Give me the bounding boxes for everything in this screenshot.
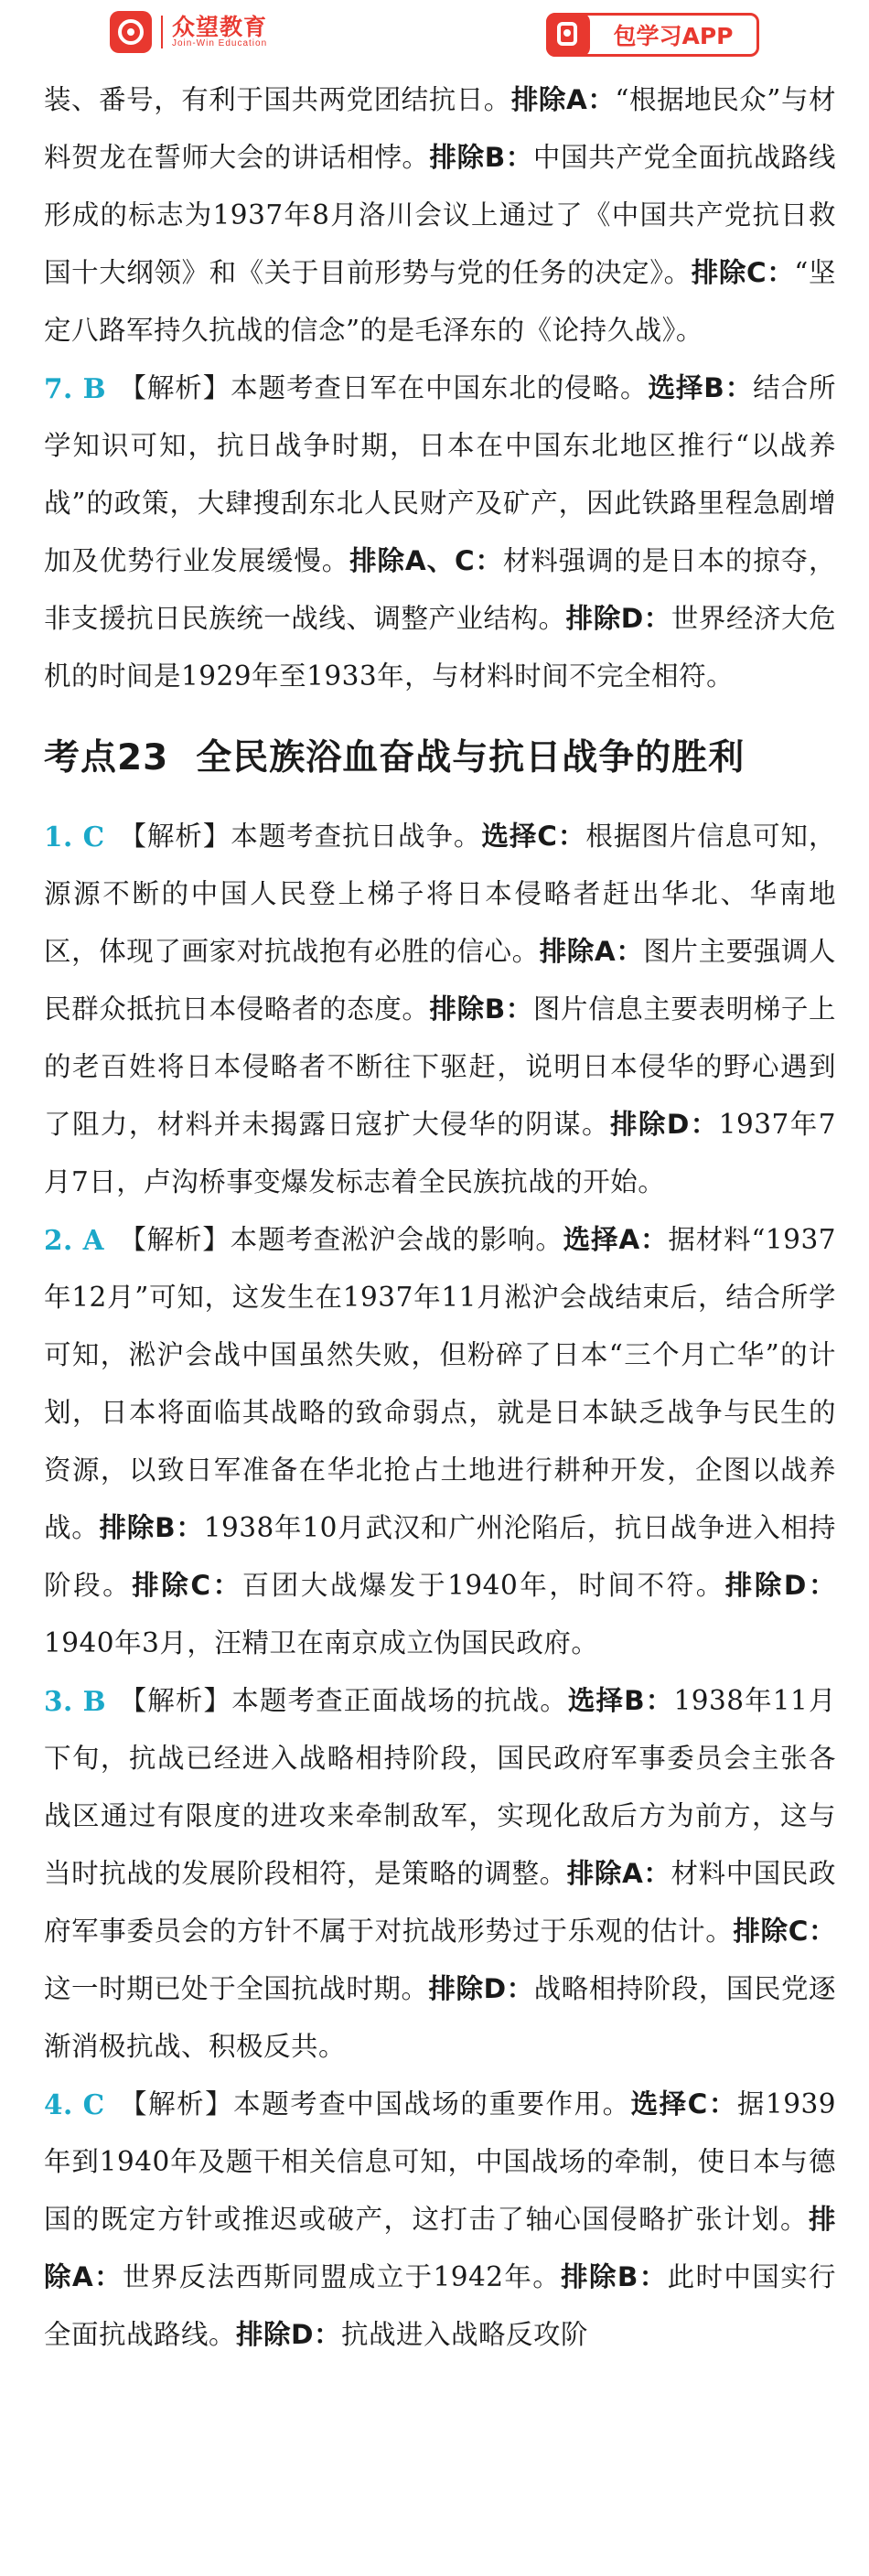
answer-text: 【解析】本题考查抗日战争。选择C：根据图片信息可知，源源不断的中国人民登上梯子将日本侵略者赶出华北、华南地区，体现了画家对抗战抱有必胜的信心。排除A：图片主要强调人民群众抵抗日本侵略者的态度。排除B：图片信息主要表明梯子上的老百姓将日本侵略者不断往下驱赶，说明日本侵华的野心遇到了阻力，材料并未揭露日寇扩大侵华的阴谋。排除D：1937年7月7日，卢沟桥事变爆发标志着全民族抗战的开始。 xyxy=(44,821,836,1197)
keyword-label: 排除C： xyxy=(691,257,795,288)
keyword-label: 选择C： xyxy=(630,2088,737,2120)
answer-item xyxy=(44,360,836,705)
answer-item xyxy=(44,1211,836,1672)
keyword-label: 排除B： xyxy=(429,993,533,1025)
page-header xyxy=(0,0,869,73)
section-label: 考点23 xyxy=(44,737,169,778)
brand-name: 众望教育 xyxy=(172,13,268,40)
logo-divider xyxy=(161,16,163,48)
answer-content xyxy=(44,71,836,2364)
keyword-label: 选择C： xyxy=(481,821,586,852)
section-heading xyxy=(44,731,836,786)
keyword-label: 排除D： xyxy=(724,1570,836,1601)
keyword-label: 排除A、C： xyxy=(349,545,503,576)
keyword-label: 排除D： xyxy=(609,1109,719,1140)
keyword-label: 排除C： xyxy=(733,1916,836,1947)
answer-text: 【解析】本题考查淞沪会战的影响。选择A：据材料“1937年12月”可知，这发生在1937年11月淞沪会战结束后，结合所学可知，淞沪会战中国虽然失败，但粉碎了日本“三个月亡华”的计划，日本将面临其战略的致命弱点，就是日本缺乏战争与民生的资源，以致日军准备在华北抢占土地进行耕种开发，企图以战养战。排除B：1938年10月武汉和广州沦陷后，抗日战争进入相持阶段。排除C：百团大战爆发于1940年，时间不符。排除D：1940年3月，汪精卫在南京成立伪国民政府。 xyxy=(44,1224,836,1658)
answer-number: 4. C xyxy=(44,2088,105,2120)
brand-logo-icon xyxy=(110,11,152,53)
keyword-label: 排除B： xyxy=(429,142,533,173)
keyword-label: 排除B： xyxy=(561,2261,668,2292)
app-label: 包学习APP xyxy=(613,23,734,49)
keyword-label: 排除A： xyxy=(566,1858,671,1889)
answer-item xyxy=(44,1672,836,2076)
keyword-label: 排除A： xyxy=(44,2204,836,2292)
answer-text: 【解析】本题考查中国战场的重要作用。选择C：据1939年到1940年及题干相关信息可知，中国战场的牵制，使日本与德国的既定方针或推迟或破产，这打击了轴心国侵略扩张计划。排除A：世界反法西斯同盟成立于1942年。排除B：此时中国实行全面抗战路线。排除D：抗战进入战略反攻阶 xyxy=(44,2088,836,2350)
answer-number: 7. B xyxy=(44,372,107,404)
answer-text: 【解析】本题考查日军在中国东北的侵略。选择B：结合所学知识可知，抗日战争时期，日本在中国东北地区推行“以战养战”的政策，大肆搜刮东北人民财产及矿产，因此铁路里程急剧增加及优势行业发展缓慢。排除A、C：材料强调的是日本的掠夺，非支援抗日民族统一战线、调整产业结构。排除D：世界经济大危机的时间是1929年至1933年，与材料时间不完全相符。 xyxy=(44,372,836,692)
keyword-label: 排除C： xyxy=(132,1570,242,1601)
intro-paragraph xyxy=(44,71,836,360)
keyword-label: 排除A： xyxy=(510,84,616,115)
answer-number: 1. C xyxy=(44,821,105,853)
intro-text: 装、番号，有利于国共两党团结抗日。排除A：“根据地民众”与材料贺龙在誓师大会的讲话相悖。排除B：中国共产党全面抗战路线形成的标志为1937年8月洛川会议上通过了《中国共产党抗日救国十大纲领》和《关于目前形势与党的任务的决定》。排除C：“坚定八路军持久抗战的信念”的是毛泽东的《论持久战》。 xyxy=(44,84,836,346)
answer-number: 2. A xyxy=(44,1224,104,1256)
keyword-label: 排除D： xyxy=(236,2319,342,2350)
app-badge xyxy=(546,13,759,57)
app-icon xyxy=(546,13,590,57)
keyword-label: 排除A： xyxy=(539,936,644,967)
answer-number: 3. B xyxy=(44,1685,107,1717)
keyword-label: 排除D： xyxy=(565,603,671,634)
answer-item xyxy=(44,2076,836,2364)
section-title: 全民族浴血奋战与抗日战争的胜利 xyxy=(196,737,746,778)
answer-text: 【解析】本题考查正面战场的抗战。选择B：1938年11月下旬，抗战已经进入战略相持阶段，国民政府军事委员会主张各战区通过有限度的进攻来牵制敌军，实现化敌后方为前方，这与当时抗战的发展阶段相符，是策略的调整。排除A：材料中国民政府军事委员会的方针不属于对抗战形势过于乐观的估计。排除C：这一时期已处于全国抗战时期。排除D：战略相持阶段，国民党逐渐消极抗战、积极反共。 xyxy=(44,1685,836,2062)
keyword-label: 选择B： xyxy=(648,372,754,403)
brand-logo xyxy=(110,11,267,53)
keyword-label: 排除D： xyxy=(428,1973,534,2004)
brand-name-en: Join-Win Education xyxy=(172,38,268,48)
keyword-label: 选择B： xyxy=(567,1685,674,1716)
keyword-label: 排除B： xyxy=(99,1512,204,1543)
answer-item xyxy=(44,808,836,1211)
keyword-label: 选择A： xyxy=(563,1224,669,1255)
